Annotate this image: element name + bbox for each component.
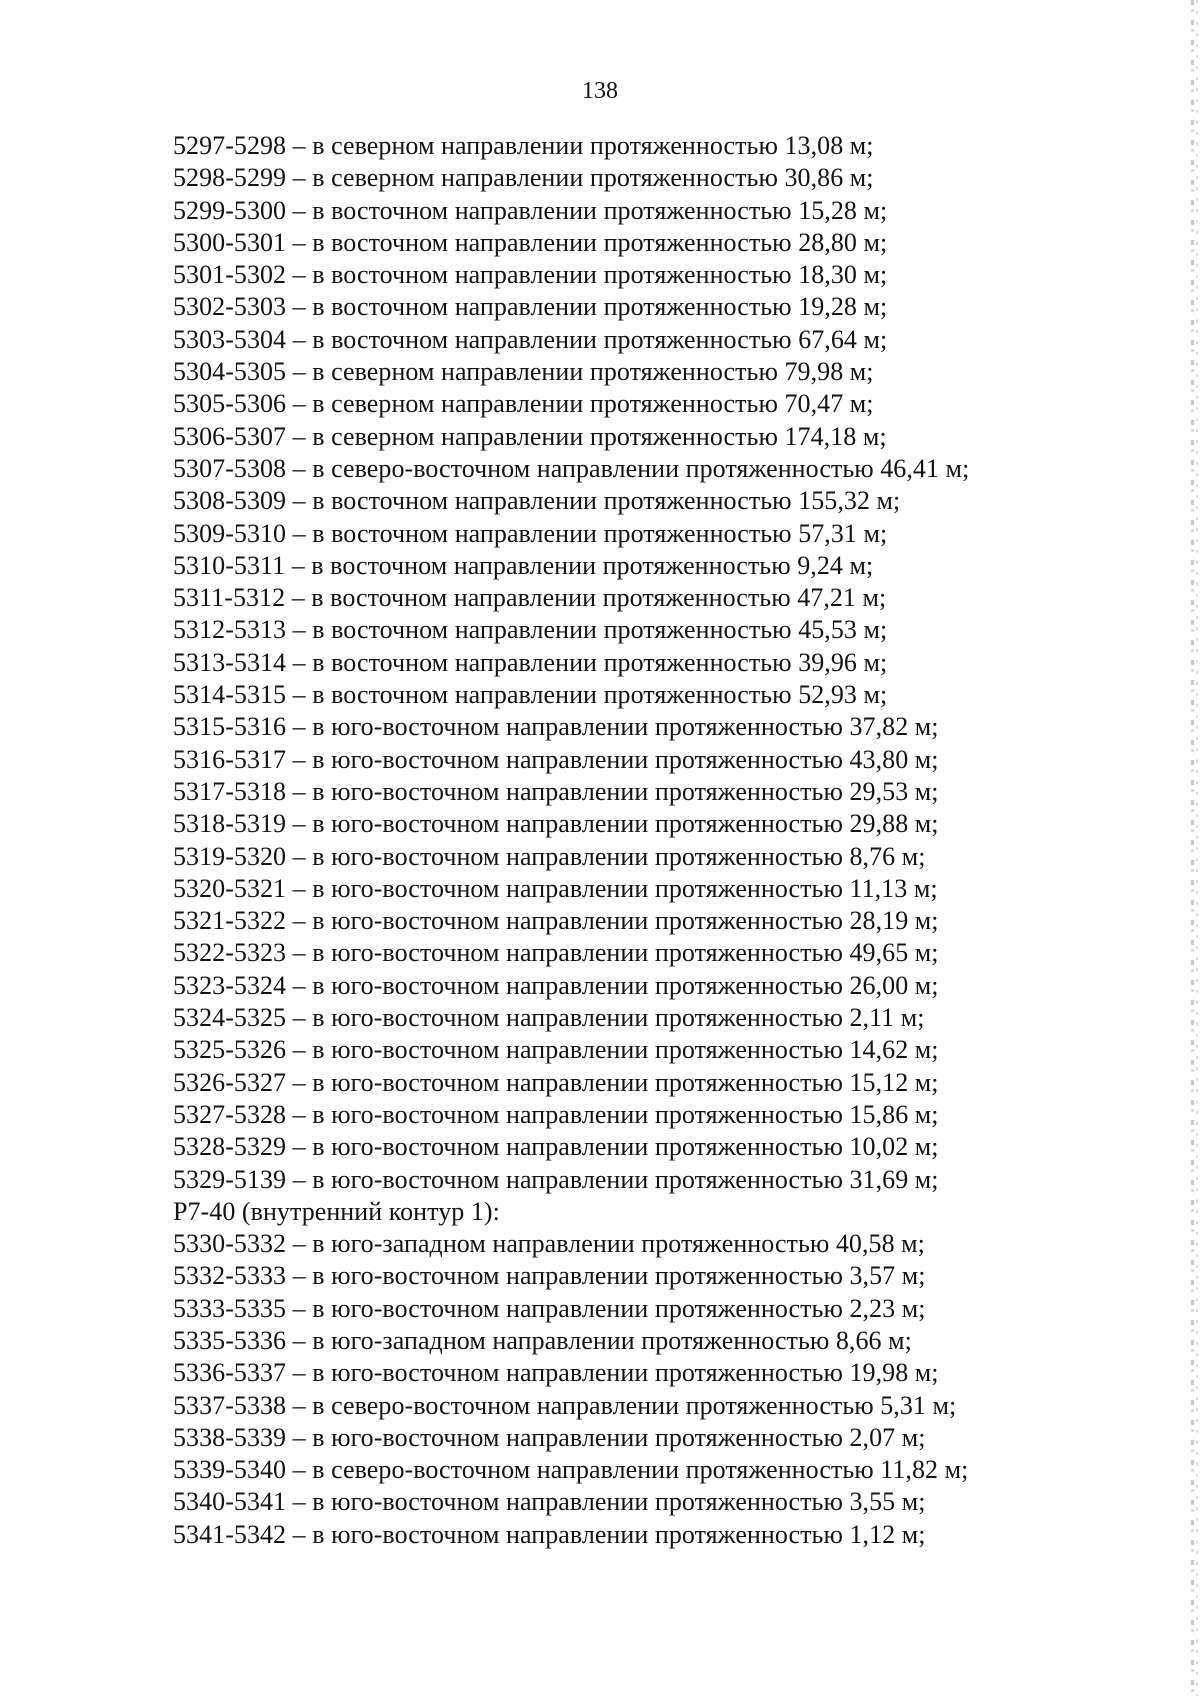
text-line: Р7-40 (внутренний контур 1):: [173, 1196, 500, 1226]
text-line: 5313-5314 – в восточном направлении протяженностью 39,96 м;: [173, 647, 888, 677]
text-line: 5299-5300 – в восточном направлении протяженностью 15,28 м;: [173, 195, 888, 225]
text-line: 5319-5320 – в юго-восточном направлении протяженностью 8,76 м;: [173, 841, 926, 871]
text-line: 5297-5298 – в северном направлении протяженностью 13,08 м;: [173, 131, 874, 160]
text-line: 5312-5313 – в восточном направлении протяженностью 45,53 м;: [173, 615, 888, 645]
document-body: [173, 130, 1093, 1551]
text-line: 5326-5327 – в юго-восточном направлении протяженностью 15,12 м;: [173, 1067, 939, 1097]
text-line: 5336-5337 – в юго-восточном направлении протяженностью 19,98 м;: [173, 1358, 939, 1388]
text-line: 5330-5332 – в юго-западном направлении протяженностью 40,58 м;: [173, 1229, 925, 1259]
text-line: 5301-5302 – в восточном направлении протяженностью 18,30 м;: [173, 260, 888, 290]
text-line: 5335-5336 – в юго-западном направлении протяженностью 8,66 м;: [173, 1325, 912, 1355]
text-line: 5317-5318 – в юго-восточном направлении протяженностью 29,53 м;: [173, 776, 939, 806]
text-line: 5325-5326 – в юго-восточном направлении протяженностью 14,62 м;: [173, 1035, 939, 1065]
text-line: 5303-5304 – в восточном направлении протяженностью 67,64 м;: [173, 324, 888, 354]
text-line: 5323-5324 – в юго-восточном направлении протяженностью 26,00 м;: [173, 970, 939, 1000]
text-line: 5308-5309 – в восточном направлении протяженностью 155,32 м;: [173, 486, 901, 516]
text-line: 5328-5329 – в юго-восточном направлении протяженностью 10,02 м;: [173, 1132, 939, 1162]
text-line: 5309-5310 – в восточном направлении протяженностью 57,31 м;: [173, 518, 888, 548]
text-line: 5307-5308 – в северо-восточном направлении протяженностью 46,41 м;: [173, 453, 970, 483]
text-line: 5314-5315 – в восточном направлении протяженностью 52,93 м;: [173, 680, 888, 710]
text-line: 5318-5319 – в юго-восточном направлении протяженностью 29,88 м;: [173, 809, 939, 839]
text-line: 5332-5333 – в юго-восточном направлении протяженностью 3,57 м;: [173, 1261, 926, 1291]
text-line: 5341-5342 – в юго-восточном направлении протяженностью 1,12 м;: [173, 1519, 926, 1549]
text-line: 5310-5311 – в восточном направлении протяженностью 9,24 м;: [173, 550, 874, 580]
text-line: 5306-5307 – в северном направлении протяженностью 174,18 м;: [173, 421, 887, 451]
text-line: 5338-5339 – в юго-восточном направлении протяженностью 2,07 м;: [173, 1422, 926, 1452]
text-line: 5305-5306 – в северном направлении протяженностью 70,47 м;: [173, 389, 874, 419]
text-line: 5340-5341 – в юго-восточном направлении протяженностью 3,55 м;: [173, 1487, 926, 1517]
text-line: 5322-5323 – в юго-восточном направлении протяженностью 49,65 м;: [173, 938, 939, 968]
text-line: 5329-5139 – в юго-восточном направлении протяженностью 31,69 м;: [173, 1164, 939, 1194]
text-line: 5311-5312 – в восточном направлении протяженностью 47,21 м;: [173, 583, 887, 613]
text-line: 5298-5299 – в северном направлении протяженностью 30,86 м;: [173, 163, 874, 193]
scan-edge-artifact: [1191, 0, 1194, 1696]
scan-edge-artifact-light: [1196, 0, 1198, 1696]
text-line: 5304-5305 – в северном направлении протяженностью 79,98 м;: [173, 357, 874, 387]
text-line: 5302-5303 – в восточном направлении протяженностью 19,28 м;: [173, 292, 888, 322]
text-line: 5321-5322 – в юго-восточном направлении протяженностью 28,19 м;: [173, 906, 939, 936]
text-line: 5316-5317 – в юго-восточном направлении протяженностью 43,80 м;: [173, 744, 939, 774]
text-line: 5333-5335 – в юго-восточном направлении протяженностью 2,23 м;: [173, 1293, 926, 1323]
text-line: 5300-5301 – в восточном направлении протяженностью 28,80 м;: [173, 227, 888, 257]
text-line: 5324-5325 – в юго-восточном направлении протяженностью 2,11 м;: [173, 1003, 925, 1033]
text-line: 5339-5340 – в северо-восточном направлении протяженностью 11,82 м;: [173, 1455, 969, 1485]
text-line: 5327-5328 – в юго-восточном направлении протяженностью 15,86 м;: [173, 1099, 939, 1129]
text-line: 5337-5338 – в северо-восточном направлении протяженностью 5,31 м;: [173, 1390, 957, 1420]
text-line: 5320-5321 – в юго-восточном направлении протяженностью 11,13 м;: [173, 873, 938, 903]
page-number: 138: [582, 78, 618, 104]
text-line: 5315-5316 – в юго-восточном направлении протяженностью 37,82 м;: [173, 712, 939, 742]
